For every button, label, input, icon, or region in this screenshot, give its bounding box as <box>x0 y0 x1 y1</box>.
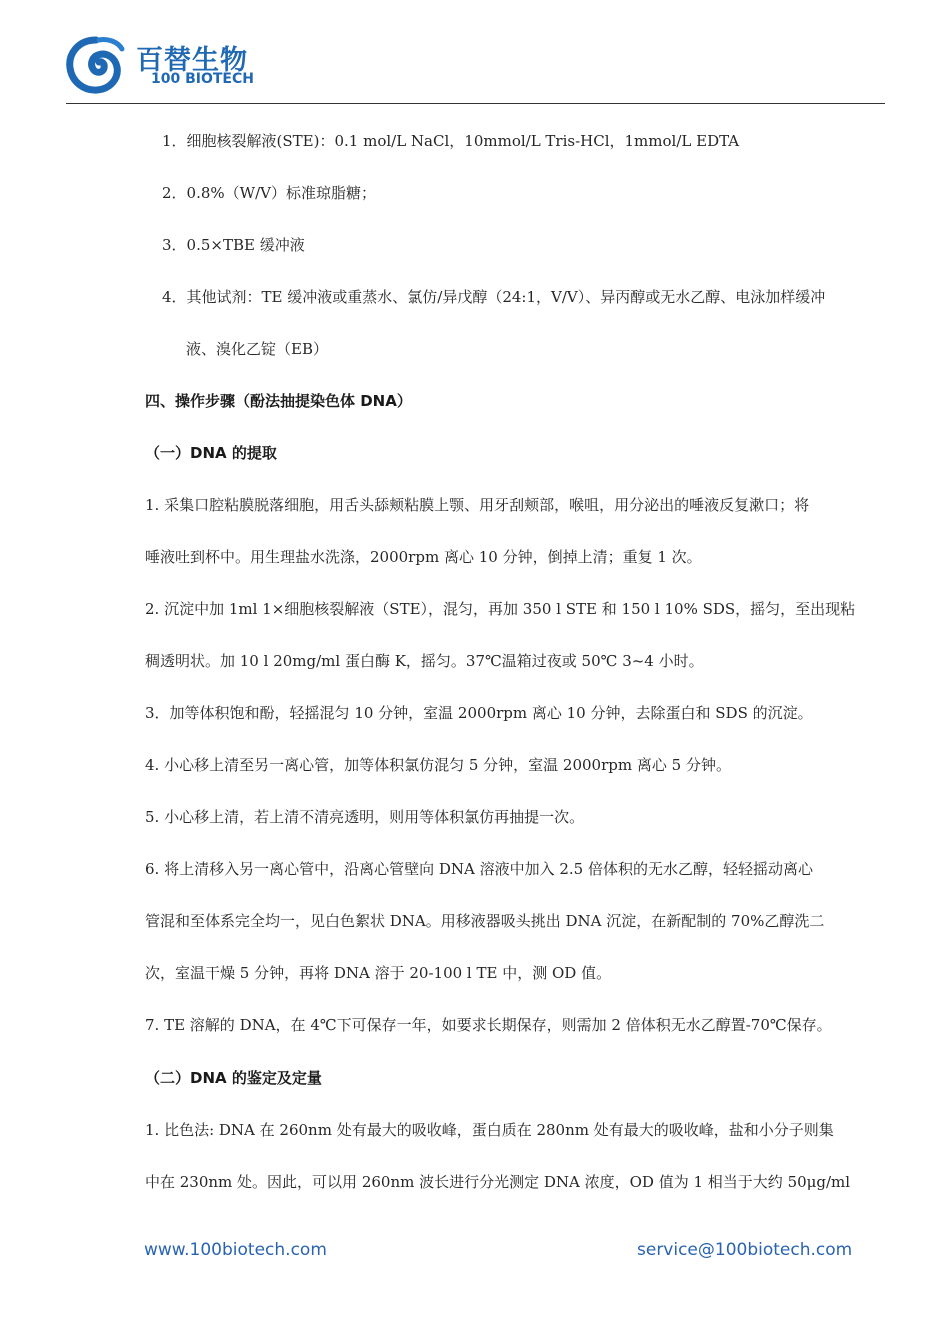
step-line: 稠透明状。加 10 l 20mg/ml 蛋白酶 K，摇匀。37℃温箱过夜或 50℃ 3~4 小时。 <box>145 652 704 670</box>
step-line: 2. 沉淀中加 1ml 1×细胞核裂解液（STE），混匀，再加 350 l STE 和 150 l 10% SDS，摇匀，至出现粘 <box>145 600 856 618</box>
step-line: 次，室温干燥 5 分钟，再将 DNA 溶于 20-100 l TE 中，测 OD 值。 <box>145 964 612 982</box>
reagent-item: 2．0.8%（W/V）标准琼脂糖； <box>162 184 376 202</box>
section-heading: 四、操作步骤（酚法抽提染色体 DNA） <box>145 392 412 410</box>
brand-name-cn: 百替生物 <box>136 45 248 76</box>
quant-line: 1. 比色法: DNA 在 260nm 处有最大的吸收峰，蛋白质在 280nm 处有最大的吸收峰，盐和小分子则集 <box>145 1121 834 1139</box>
quant-line: 中在 230nm 处。因此，可以用 260nm 波长进行分光测定 DNA 浓度，OD 值为 1 相当于大约 50μg/ml <box>145 1173 851 1191</box>
website-link[interactable]: www.100biotech.com <box>144 1240 327 1260</box>
header-divider <box>66 103 885 104</box>
subsection-heading: （一）DNA 的提取 <box>145 444 277 462</box>
reagent-item: 1．细胞核裂解液(STE)：0.1 mol/L NaCl，10mmol/L Tris-HCl，1mmol/L EDTA <box>162 132 740 150</box>
reagent-item: 3．0.5×TBE 缓冲液 <box>162 236 305 254</box>
page-header <box>66 36 885 104</box>
reagent-item-continued: 液、溴化乙锭（EB） <box>186 340 328 358</box>
step-line: 3．加等体积饱和酚，轻摇混匀 10 分钟，室温 2000rpm 离心 10 分钟，去除蛋白和 SDS 的沉淀。 <box>145 704 813 722</box>
step-line: 5. 小心移上清，若上清不清亮透明，则用等体积氯仿再抽提一次。 <box>145 808 585 826</box>
step-line: 唾液吐到杯中。用生理盐水洗涤，2000rpm 离心 10 分钟，倒掉上清；重复 1 次。 <box>145 548 702 566</box>
step-line: 4. 小心移上清至另一离心管，加等体积氯仿混匀 5 分钟，室温 2000rpm 离心 5 分钟。 <box>145 756 731 774</box>
step-line: 6. 将上清移入另一离心管中，沿离心管壁向 DNA 溶液中加入 2.5 倍体积的无水乙醇，轻轻摇动离心 <box>145 860 813 878</box>
brand-name-en: 100 BIOTECH <box>151 71 254 87</box>
reagent-item: 4．其他试剂：TE 缓冲液或重蒸水、氯仿/异戊醇（24:1，V/V）、异丙醇或无水乙醇、电泳加样缓冲 <box>162 288 826 306</box>
subsection-heading: （二）DNA 的鉴定及定量 <box>145 1069 322 1087</box>
step-line: 1. 采集口腔粘膜脱落细胞，用舌头舔颊粘膜上颚、用牙刮颊部，喉咀，用分泌出的唾液反复漱口；将 <box>145 496 810 514</box>
email-link[interactable]: service@100biotech.com <box>637 1240 853 1260</box>
step-line: 管混和至体系完全均一，见白色絮状 DNA。用移液器吸头挑出 DNA 沉淀，在新配制的 70%乙醇洗二 <box>145 912 825 930</box>
logo-swirl-icon <box>66 36 126 94</box>
step-line: 7. TE 溶解的 DNA，在 4℃下可保存一年，如要求长期保存，则需加 2 倍体积无水乙醇置-70℃保存。 <box>145 1016 832 1034</box>
